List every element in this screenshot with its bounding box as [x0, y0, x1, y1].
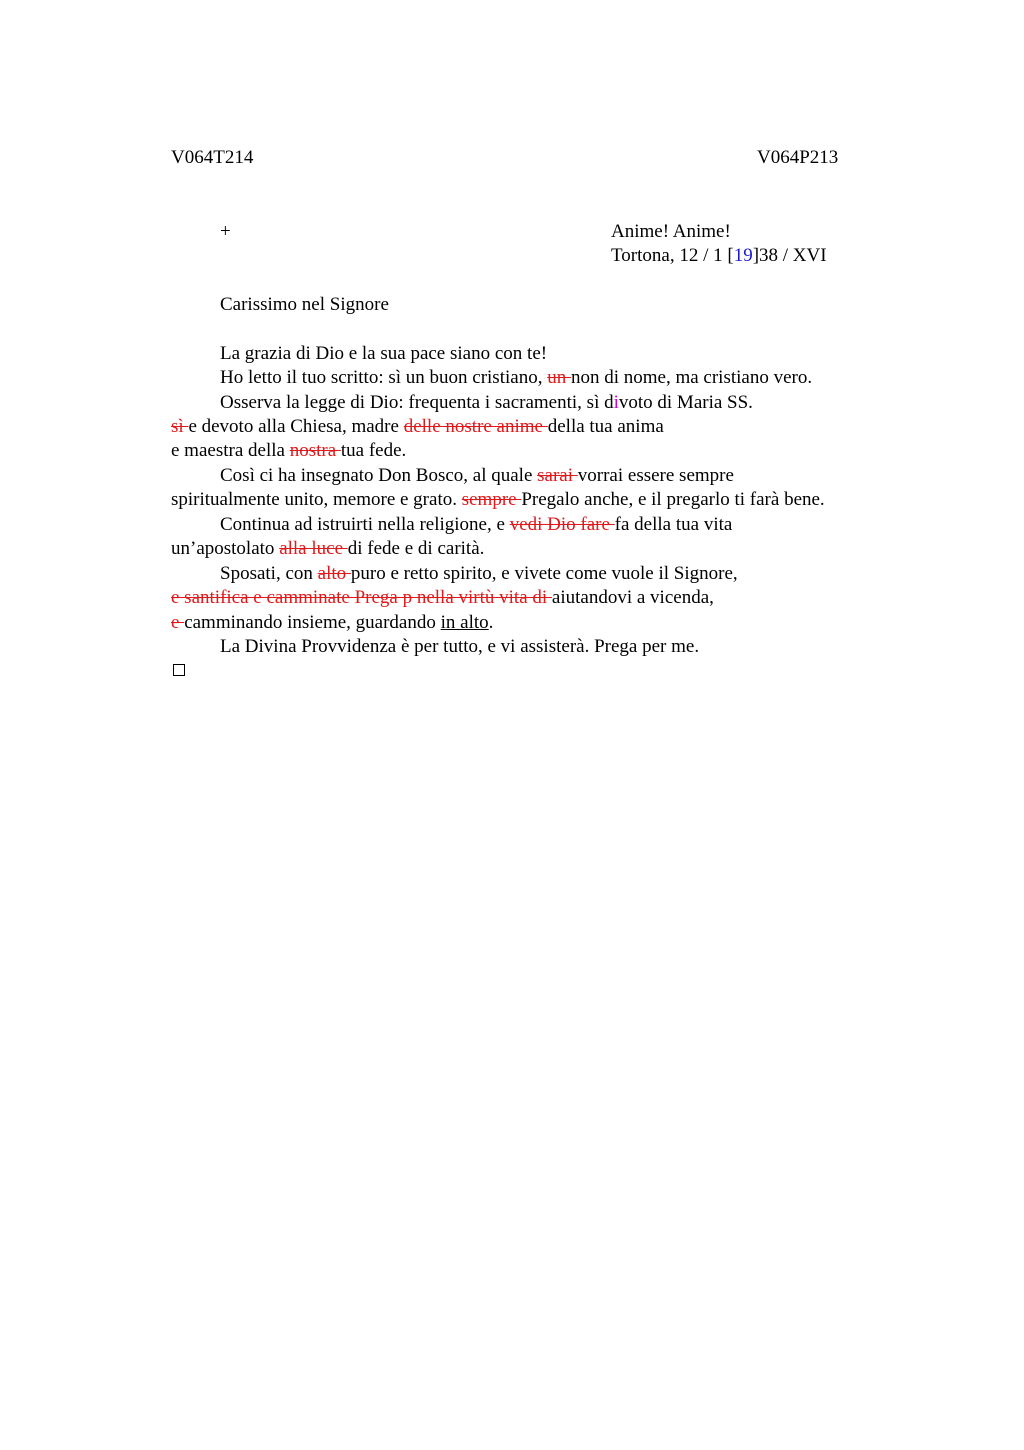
- text: Così ci ha insegnato Don Bosco, al quale: [220, 465, 538, 486]
- deleted-text: sarai: [537, 465, 578, 486]
- text: Sposati, con: [220, 563, 318, 584]
- deleted-text: sì: [171, 416, 189, 437]
- document-code-right: V064P213: [757, 147, 839, 168]
- text: Pregalo anche, e il pregarlo ti farà bene.: [521, 489, 825, 510]
- date-suffix: ]38 / XVI: [752, 245, 827, 266]
- letter-line-12: [171, 611, 493, 635]
- letter-line-11: [171, 586, 714, 610]
- date-prefix: Tortona, 12 / 1 [: [611, 245, 734, 266]
- motto: Anime! Anime!: [611, 221, 731, 242]
- text: tua fede.: [340, 440, 407, 461]
- text: di fede e di carità.: [347, 538, 485, 559]
- deleted-text: alto: [317, 563, 351, 584]
- letter-line-6: [220, 464, 734, 488]
- inserted-text: i: [613, 392, 619, 413]
- letter-line-1: La grazia di Dio e la sua pace siano con te!: [220, 343, 548, 364]
- cross-mark: +: [220, 221, 231, 242]
- text: e maestra della: [171, 440, 290, 461]
- salutation: Carissimo nel Signore: [220, 294, 389, 315]
- letter-line-3: [220, 391, 753, 415]
- deleted-text: e: [171, 612, 185, 633]
- deleted-text: alla luce: [279, 538, 348, 559]
- text: camminando insieme, guardando: [184, 612, 441, 633]
- text: vorrai essere sempre: [577, 465, 734, 486]
- document-code-left: V064T214: [171, 147, 254, 168]
- deleted-text: sempre: [461, 489, 522, 510]
- deleted-text: delle nostre anime: [403, 416, 548, 437]
- text: Ho letto il tuo scritto: sì un buon cristiano,: [220, 367, 548, 388]
- text: spiritualmente unito, memore e grato.: [171, 489, 462, 510]
- text: puro e retto spirito, e vivete come vuole il Signore,: [350, 563, 738, 584]
- underlined-text: in alto: [440, 612, 489, 633]
- letter-line-8: [220, 513, 732, 537]
- deleted-text: e santifica e camminate Prega p nella virtù vita di: [171, 587, 552, 608]
- text: non di nome, ma cristiano vero.: [570, 367, 813, 388]
- letter-line-10: [220, 562, 738, 586]
- letter-line-7: [171, 488, 825, 512]
- text: e devoto alla Chiesa, madre: [188, 416, 404, 437]
- date-year-insert: 19: [733, 245, 753, 266]
- text: fa della tua vita: [614, 514, 733, 535]
- deleted-text: vedi Dio fare: [509, 514, 615, 535]
- letter-line-9: [171, 537, 484, 561]
- letter-line-4: [171, 415, 664, 439]
- text: .: [488, 612, 494, 633]
- text: della tua anima: [547, 416, 664, 437]
- text: un’apostolato: [171, 538, 280, 559]
- deleted-text: nostra: [289, 440, 341, 461]
- text: voto di Maria SS.: [618, 392, 753, 413]
- text: aiutandovi a vicenda,: [551, 587, 714, 608]
- text: Osserva la legge di Dio: frequenta i sacramenti, sì d: [220, 392, 614, 413]
- letter-line-13: La Divina Provvidenza è per tutto, e vi assisterà. Prega per me.: [220, 636, 700, 657]
- deleted-text: un: [547, 367, 571, 388]
- date-line: [611, 244, 827, 268]
- letter-line-2: [220, 366, 812, 390]
- text: Continua ad istruirti nella religione, e: [220, 514, 510, 535]
- end-square-icon: [173, 664, 185, 676]
- letter-line-5: [171, 439, 406, 463]
